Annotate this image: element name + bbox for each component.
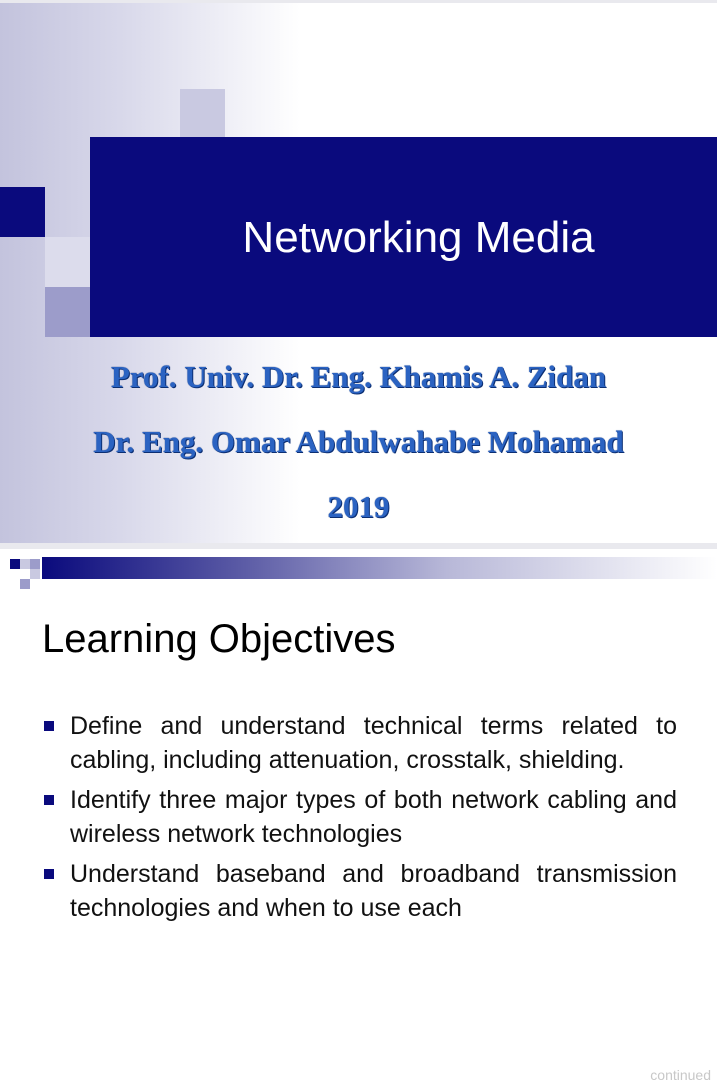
slide-title: Networking Media [242,213,595,262]
year-line: 2019 [327,489,390,524]
objective-text: Understand baseband and broadband transmission technologies and when to use each [70,860,677,922]
list-item [42,709,677,777]
header-gradient-bar [42,557,717,579]
title-slide [0,3,717,543]
decor-square [30,559,40,569]
decor-square [45,287,90,337]
author-line-1: Prof. Univ. Dr. Eng. Khamis A. Zidan [110,359,607,394]
square-bullet-icon [44,795,54,805]
decor-square [20,559,30,569]
square-bullet-icon [44,721,54,731]
decor-square [180,89,225,137]
continued-label: continued [650,1067,711,1083]
list-item [42,857,677,925]
author-line-2: Dr. Eng. Omar Abdulwahabe Mohamad [93,424,624,459]
list-item [42,783,677,851]
slide-heading: Learning Objectives [42,617,396,661]
decor-square [30,569,40,579]
decor-square [10,559,20,569]
decor-square [20,579,30,589]
objective-text: Identify three major types of both network cabling and wireless network technologies [70,786,677,848]
square-bullet-icon [44,869,54,879]
decor-square [0,187,45,237]
objectives-slide [0,549,717,1087]
objective-text: Define and understand technical terms related to cabling, including attenuation, crosstalk, shielding. [70,712,677,774]
decor-square [45,237,90,287]
objectives-list [42,709,677,931]
